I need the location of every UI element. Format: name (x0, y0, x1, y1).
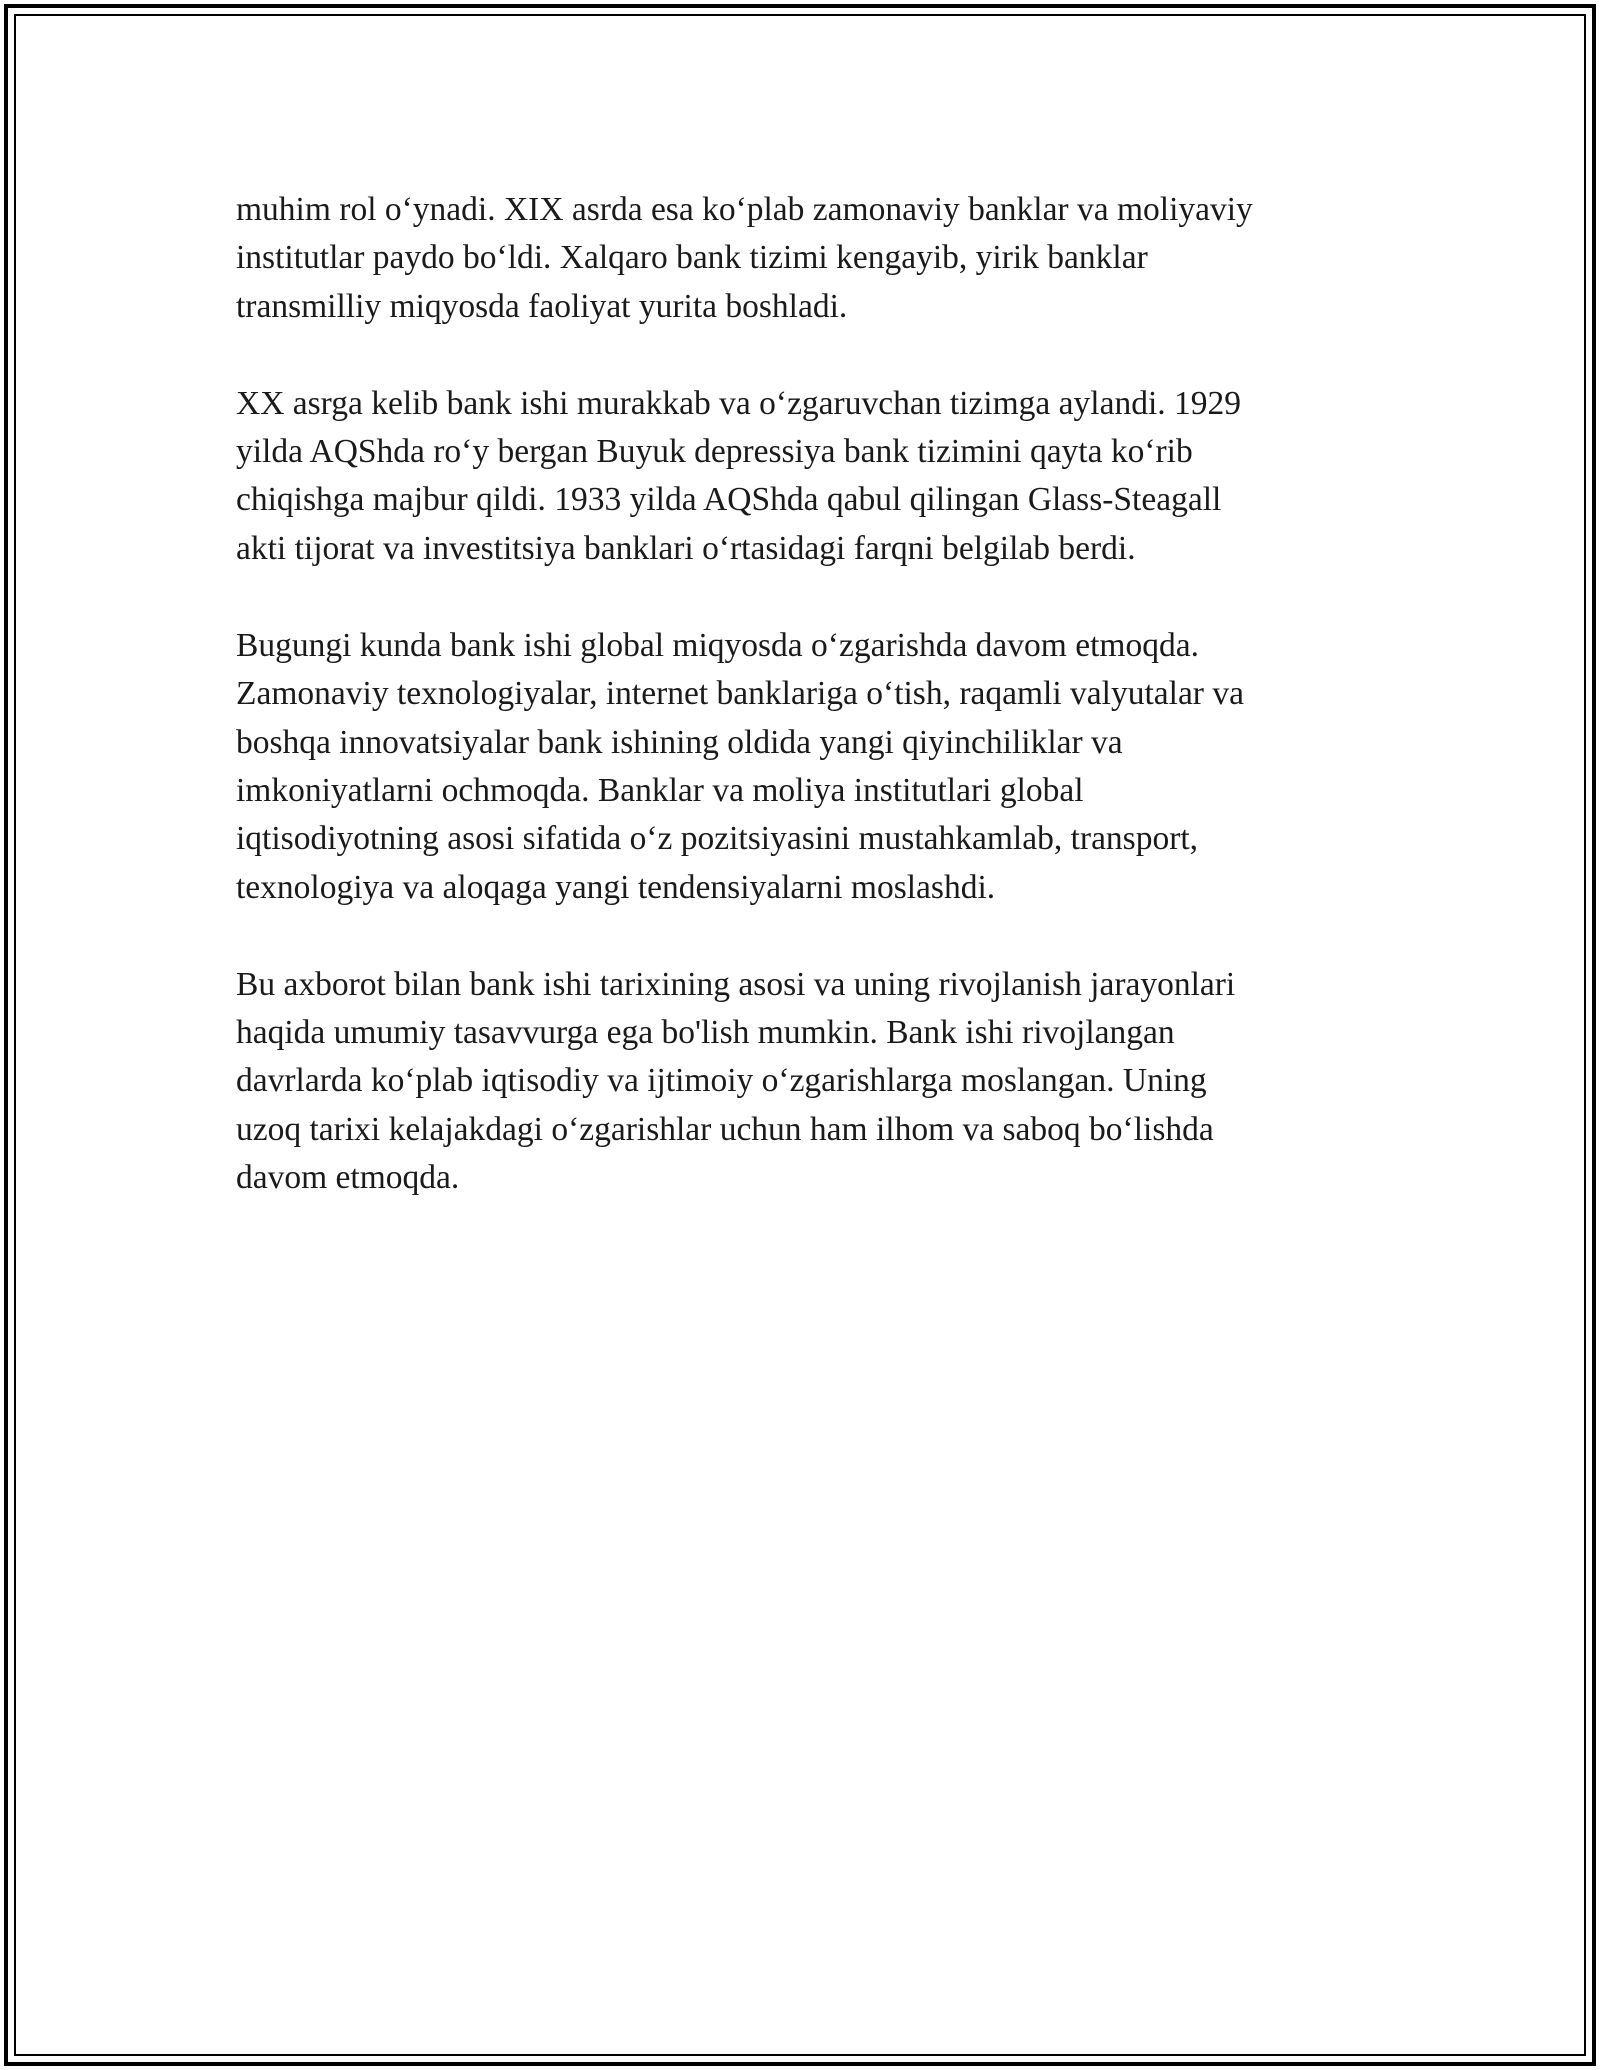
paragraph-2: XX asrga kelib bank ishi murakkab va o‘zgaruvchan tizimga aylandi. 1929 yilda AQShda ro‘y bergan Buyuk depressiya bank tizimini qayta ko‘rib chiqishga majbur qildi. 1933 yilda AQShda qabul qilingan Glass-Steagall akti tijorat va investitsiya banklari o‘rtasidagi farqni belgilab berdi. (236, 384, 1242, 567)
paragraph-4: Bu axborot bilan bank ishi tarixining asosi va uning rivojlanish jarayonlari haqida umumiy tasavvurga ega bo'lish mumkin. Bank ishi rivojlangan davrlarda ko‘plab iqtisodiy va ijtimoiy o‘zgarishlarga moslangan. Uning uzoq tarixi kelajakdagi o‘zgarishlar uchun ham ilhom va saboq bo‘lishda davom etmoqda. (236, 965, 1236, 1197)
paragraph-3: Bugungi kunda bank ishi global miqyosda o‘zgarishda davom etmoqda. Zamonaviy texnologiyalar, internet banklariga o‘tish, raqamli valyutalar va boshqa innovatsiyalar bank ishining oldida yangi qiyinchiliklar va imkoniyatlarni ochmoqda. Banklar va moliya institutlari global iqtisodiyotning asosi sifatida o‘z pozitsiyasini mustahkamlab, transport, texnologiya va aloqaga yangi tendensiyalarni moslashdi. (236, 627, 1244, 906)
paragraph-1: muhim rol o‘ynadi. XIX asrda esa ko‘plab zamonaviy banklar va moliyaviy institutlar paydo bo‘ldi. Xalqaro bank tizimi kengayib, yirik banklar transmilliy miqyosda faoliyat yurita boshladi. (236, 191, 1253, 325)
document-body (236, 186, 1366, 1251)
